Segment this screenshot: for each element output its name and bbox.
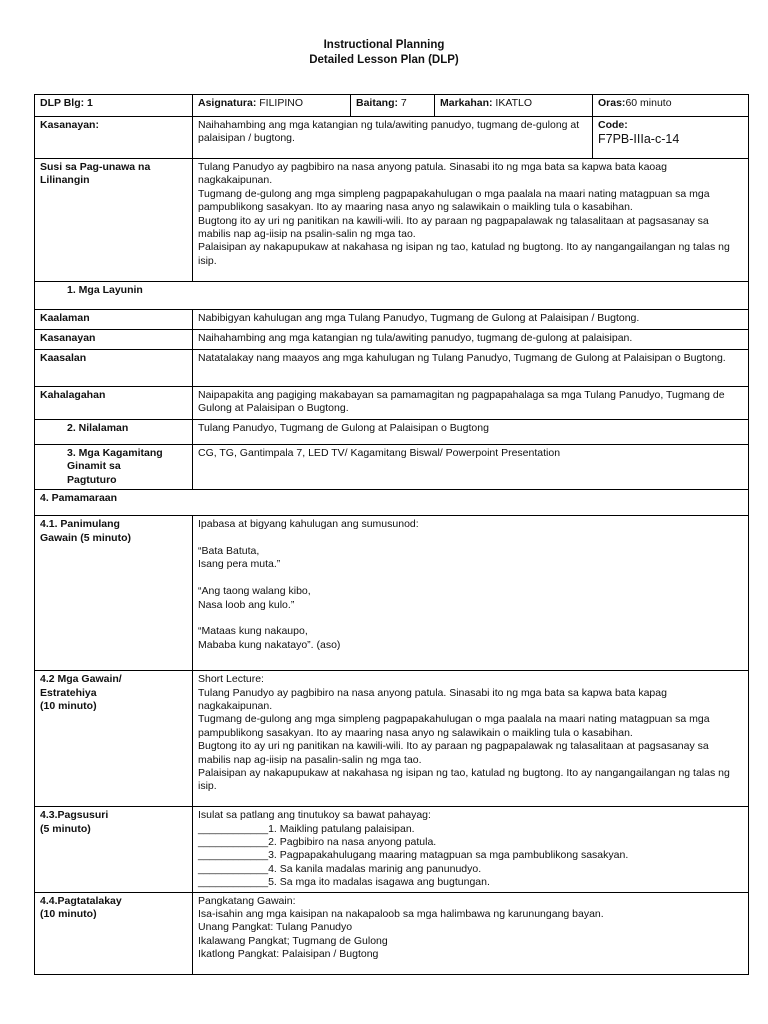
oras-value: 60 minuto: [625, 97, 672, 109]
layunin-row: [35, 282, 749, 310]
pagsusuri-value: Isulat sa patlang ang tinutukoy sa bawat pahayag: ____________1. Maikling patulang palaisipan. ____________2. Pagbibiro na nasa anyong patula. ____________3. Pagpapakahulugang maaring matagpuan sa mga pambublikong sasakyan. ____________4. Sa kanila madalas marinig ang panunudyo. ____________5. Sa mga ito madalas isagawa ang bugtungan.: [193, 807, 749, 892]
kasanayan-top-label: Kasanayan:: [35, 117, 193, 159]
nilalaman-row: [35, 420, 749, 445]
kasanayan-value: Naihahambing ang mga katangian ng tula/awiting panudyo, tugmang de-gulong at palaisipan.: [193, 330, 749, 350]
pagtatalakay-label: 4.4.Pagtatalakay (10 minuto): [35, 892, 193, 974]
code-value: F7PB-IIIa-c-14: [598, 132, 680, 147]
nilalaman-value: Tulang Panudyo, Tugmang de Gulong at Palaisipan o Bugtong: [193, 420, 749, 445]
layunin-heading: 1. Mga Layunin: [35, 282, 749, 310]
kaasalan-label: Kaasalan: [35, 350, 193, 387]
nilalaman-label: 2. Nilalaman: [35, 420, 193, 445]
code-label: Code:: [598, 119, 628, 131]
pamamaraan-heading: 4. Pamamaraan: [35, 490, 749, 516]
kasanayan-label: Kasanayan: [35, 330, 193, 350]
pagtatalakay-row: [35, 892, 749, 974]
kaasalan-value: Natatalakay nang maayos ang mga kahulugan ng Tulang Panudyo, Tugmang de Gulong at Palaisipan o Bugtong.: [193, 350, 749, 387]
kagamitan-value: CG, TG, Gantimpala 7, LED TV/ Kagamitang Biswal/ Powerpoint Presentation: [193, 445, 749, 490]
kasanayan-code-row: [35, 117, 749, 159]
kaalaman-label: Kaalaman: [35, 310, 193, 330]
kagamitan-row: [35, 445, 749, 490]
baitang-label: Baitang:: [356, 97, 398, 109]
kaalaman-value: Nabibigyan kahulugan ang mga Tulang Panudyo, Tugmang de Gulong at Palaisipan / Bugtong.: [193, 310, 749, 330]
panimula-value: Ipabasa at bigyang kahulugan ang sumusunod: “Bata Batuta, Isang pera muta.” “Ang taong walang kibo, Nasa loob ang kulo.” “Mataas kung nakaupo, Mababa kung nakatayo”. (aso): [193, 516, 749, 671]
baitang-cell: [351, 95, 435, 117]
kasanayan-top-value: Naihahambing ang mga katangian ng tula/awiting panudyo, tugmang de-gulong at palaisipan / bugtong.: [193, 117, 593, 159]
header-row: [35, 95, 749, 117]
panimula-row: [35, 516, 749, 671]
dlp-number: DLP Blg: 1: [35, 95, 193, 117]
lesson-plan-table: [34, 94, 749, 975]
oras-cell: [593, 95, 749, 117]
asignatura-value: FILIPINO: [256, 97, 304, 109]
pamamaraan-row: [35, 490, 749, 516]
susi-value: Tulang Panudyo ay pagbibiro na nasa anyong patula. Sinasabi ito ng mga bata sa kapwa bata kaoag nagkakaipunan. Tugmang de-gulong ang mga simpleng pagpapakahulugan o mga paalala na maari nating matagpuan sa mga pampublikong sasakyan. Ito ay maaring nasa anyo ng salawikain o maikling tula o kasabihan. Bugtong ito ay uri ng panitikan na kawili-wili. Ito ay paraan ng pagpapalawak ng talasalitaan at pagsasanay sa mabilis nap ag-iisip na psalin-salin ng mga tao. Palaisipan ay nakapupukaw at nakahasa ng isipan ng tao, katulad ng bugtong. Ito ay nangangailangan ng talas ng isip.: [193, 159, 749, 282]
gawain-label: 4.2 Mga Gawain/ Estratehiya (10 minuto): [35, 671, 193, 807]
markahan-label: Markahan:: [440, 97, 493, 109]
pagtatalakay-value: Pangkatang Gawain: Isa-isahin ang mga kaisipan na nakapaloob sa mga halimbawa ng karunungang bayan. Unang Pangkat: Tulang Panudyo Ikalawang Pangkat; Tugmang de Gulong Ikatlong Pangkat: Palaisipan / Bugtong: [193, 892, 749, 974]
kagamitan-label: 3. Mga Kagamitang Ginamit sa Pagtuturo: [35, 445, 193, 490]
baitang-value: 7: [398, 97, 407, 109]
kasanayan-row: [35, 330, 749, 350]
oras-label: Oras:: [598, 97, 626, 109]
pagsusuri-row: [35, 807, 749, 892]
code-cell: [593, 117, 749, 159]
asignatura-cell: [193, 95, 351, 117]
document-title: Instructional Planning: [323, 39, 445, 51]
document-subtitle: Detailed Lesson Plan (DLP): [309, 54, 459, 66]
susi-row: [35, 159, 749, 282]
kaasalan-row: [35, 350, 749, 387]
susi-label: Susi sa Pag-unawa na Lilinangin: [35, 159, 193, 282]
kahalagahan-value: Naipapakita ang pagiging makabayan sa pamamagitan ng pagpapahalaga sa mga Tulang Panudyo, Tugmang de Gulong at Palaisipan o Bugtong.: [193, 387, 749, 420]
kaalaman-row: [35, 310, 749, 330]
kahalagahan-row: [35, 387, 749, 420]
gawain-value: Short Lecture: Tulang Panudyo ay pagbibiro na nasa anyong patula. Sinasabi ito ng mga bata sa kapwa bata kapag nagkakaipunan. Tugmang de-gulong ang mga simpleng pagpapakahulugan o mga paalala na maari nating matagpuan sa mga pampublikong sasakyan. Ito ay maaring nasa anyo ng salawikain o maikling tula o kasabihan. Bugtong ito ay uri ng panitikan na kawili-wili. Ito ay paraan ng pagpapalawak ng talasalitaan at pagsasanay sa mabilis nap ag-iisip na pasalin-salin ng mga tao. Palaisipan ay nakapupukaw at nakahasa ng isipan ng tao, katulad ng bugtong. Ito ay nangangailangan ng talas ng isip.: [193, 671, 749, 807]
gawain-row: [35, 671, 749, 807]
panimula-label: 4.1. Panimulang Gawain (5 minuto): [35, 516, 193, 671]
markahan-value: IKATLO: [492, 97, 532, 109]
kahalagahan-label: Kahalagahan: [35, 387, 193, 420]
markahan-cell: [435, 95, 593, 117]
asignatura-label: Asignatura:: [198, 97, 257, 109]
pagsusuri-label: 4.3.Pagsusuri (5 minuto): [35, 807, 193, 892]
